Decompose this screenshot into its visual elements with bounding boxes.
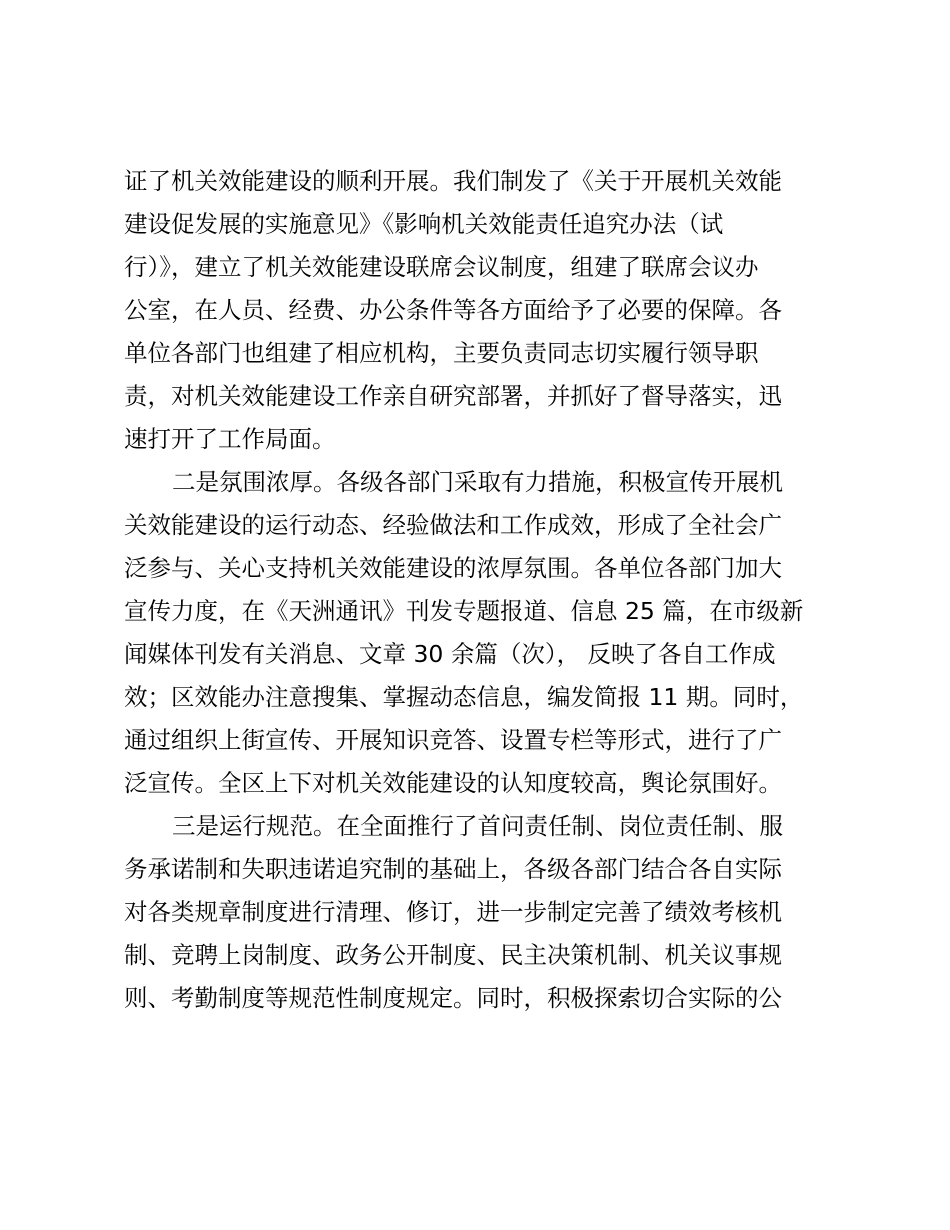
text-line: 闻媒体刊发有关消息、文章 30 余篇（次）， 反映了各自工作成 [124, 640, 776, 668]
text-line: 则、考勤制度等规范性制度规定。同时，积极探索切合实际的公 [124, 984, 782, 1012]
text-line: 关效能建设的运行动态、经验做法和工作成效，形成了全社会广 [124, 511, 782, 539]
paragraph-first-line: 二是氛围浓厚。各级各部门采取有力措施，积极宣传开展机 [172, 468, 783, 496]
text-line: 行）》，建立了机关效能建设联席会议制度，组建了联席会议办 [124, 253, 759, 281]
text-line: 单位各部门也组建了相应机构，主要负责同志切实履行领导职 [124, 339, 759, 367]
text-line: 效；区效能办注意搜集、掌握动态信息，编发简报 11 期。同时， [124, 683, 804, 711]
text-line: 通过组织上街宣传、开展知识竞答、设置专栏等形式，进行了广 [124, 726, 782, 754]
text-line: 速打开了工作局面。 [124, 425, 336, 453]
text-line: 泛宣传。全区上下对机关效能建设的认知度较高，舆论氛围好。 [124, 769, 782, 797]
text-line: 制、竞聘上岗制度、政务公开制度、民主决策机制、机关议事规 [124, 941, 782, 969]
text-line: 证了机关效能建设的顺利开展。我们制发了《关于开展机关效能 [124, 167, 782, 195]
text-line: 务承诺制和失职违诺追究制的基础上，各级各部门结合各自实际 [124, 855, 782, 883]
text-line: 责，对机关效能建设工作亲自研究部署，并抓好了督导落实，迅 [124, 382, 782, 410]
text-line: 建设促发展的实施意见》《影响机关效能责任追究办法（试 [124, 210, 724, 238]
paragraph-first-line: 三是运行规范。在全面推行了首问责任制、岗位责任制、服 [172, 812, 783, 840]
text-line: 泛参与、关心支持机关效能建设的浓厚氛围。各单位各部门加大 [124, 554, 782, 582]
text-line: 对各类规章制度进行清理、修订，进一步制定完善了绩效考核机 [124, 898, 782, 926]
text-line: 公室，在人员、经费、办公条件等各方面给予了必要的保障。各 [124, 296, 782, 324]
text-line: 宣传力度，在《天洲通讯》刊发专题报道、信息 25 篇，在市级新 [124, 597, 804, 625]
